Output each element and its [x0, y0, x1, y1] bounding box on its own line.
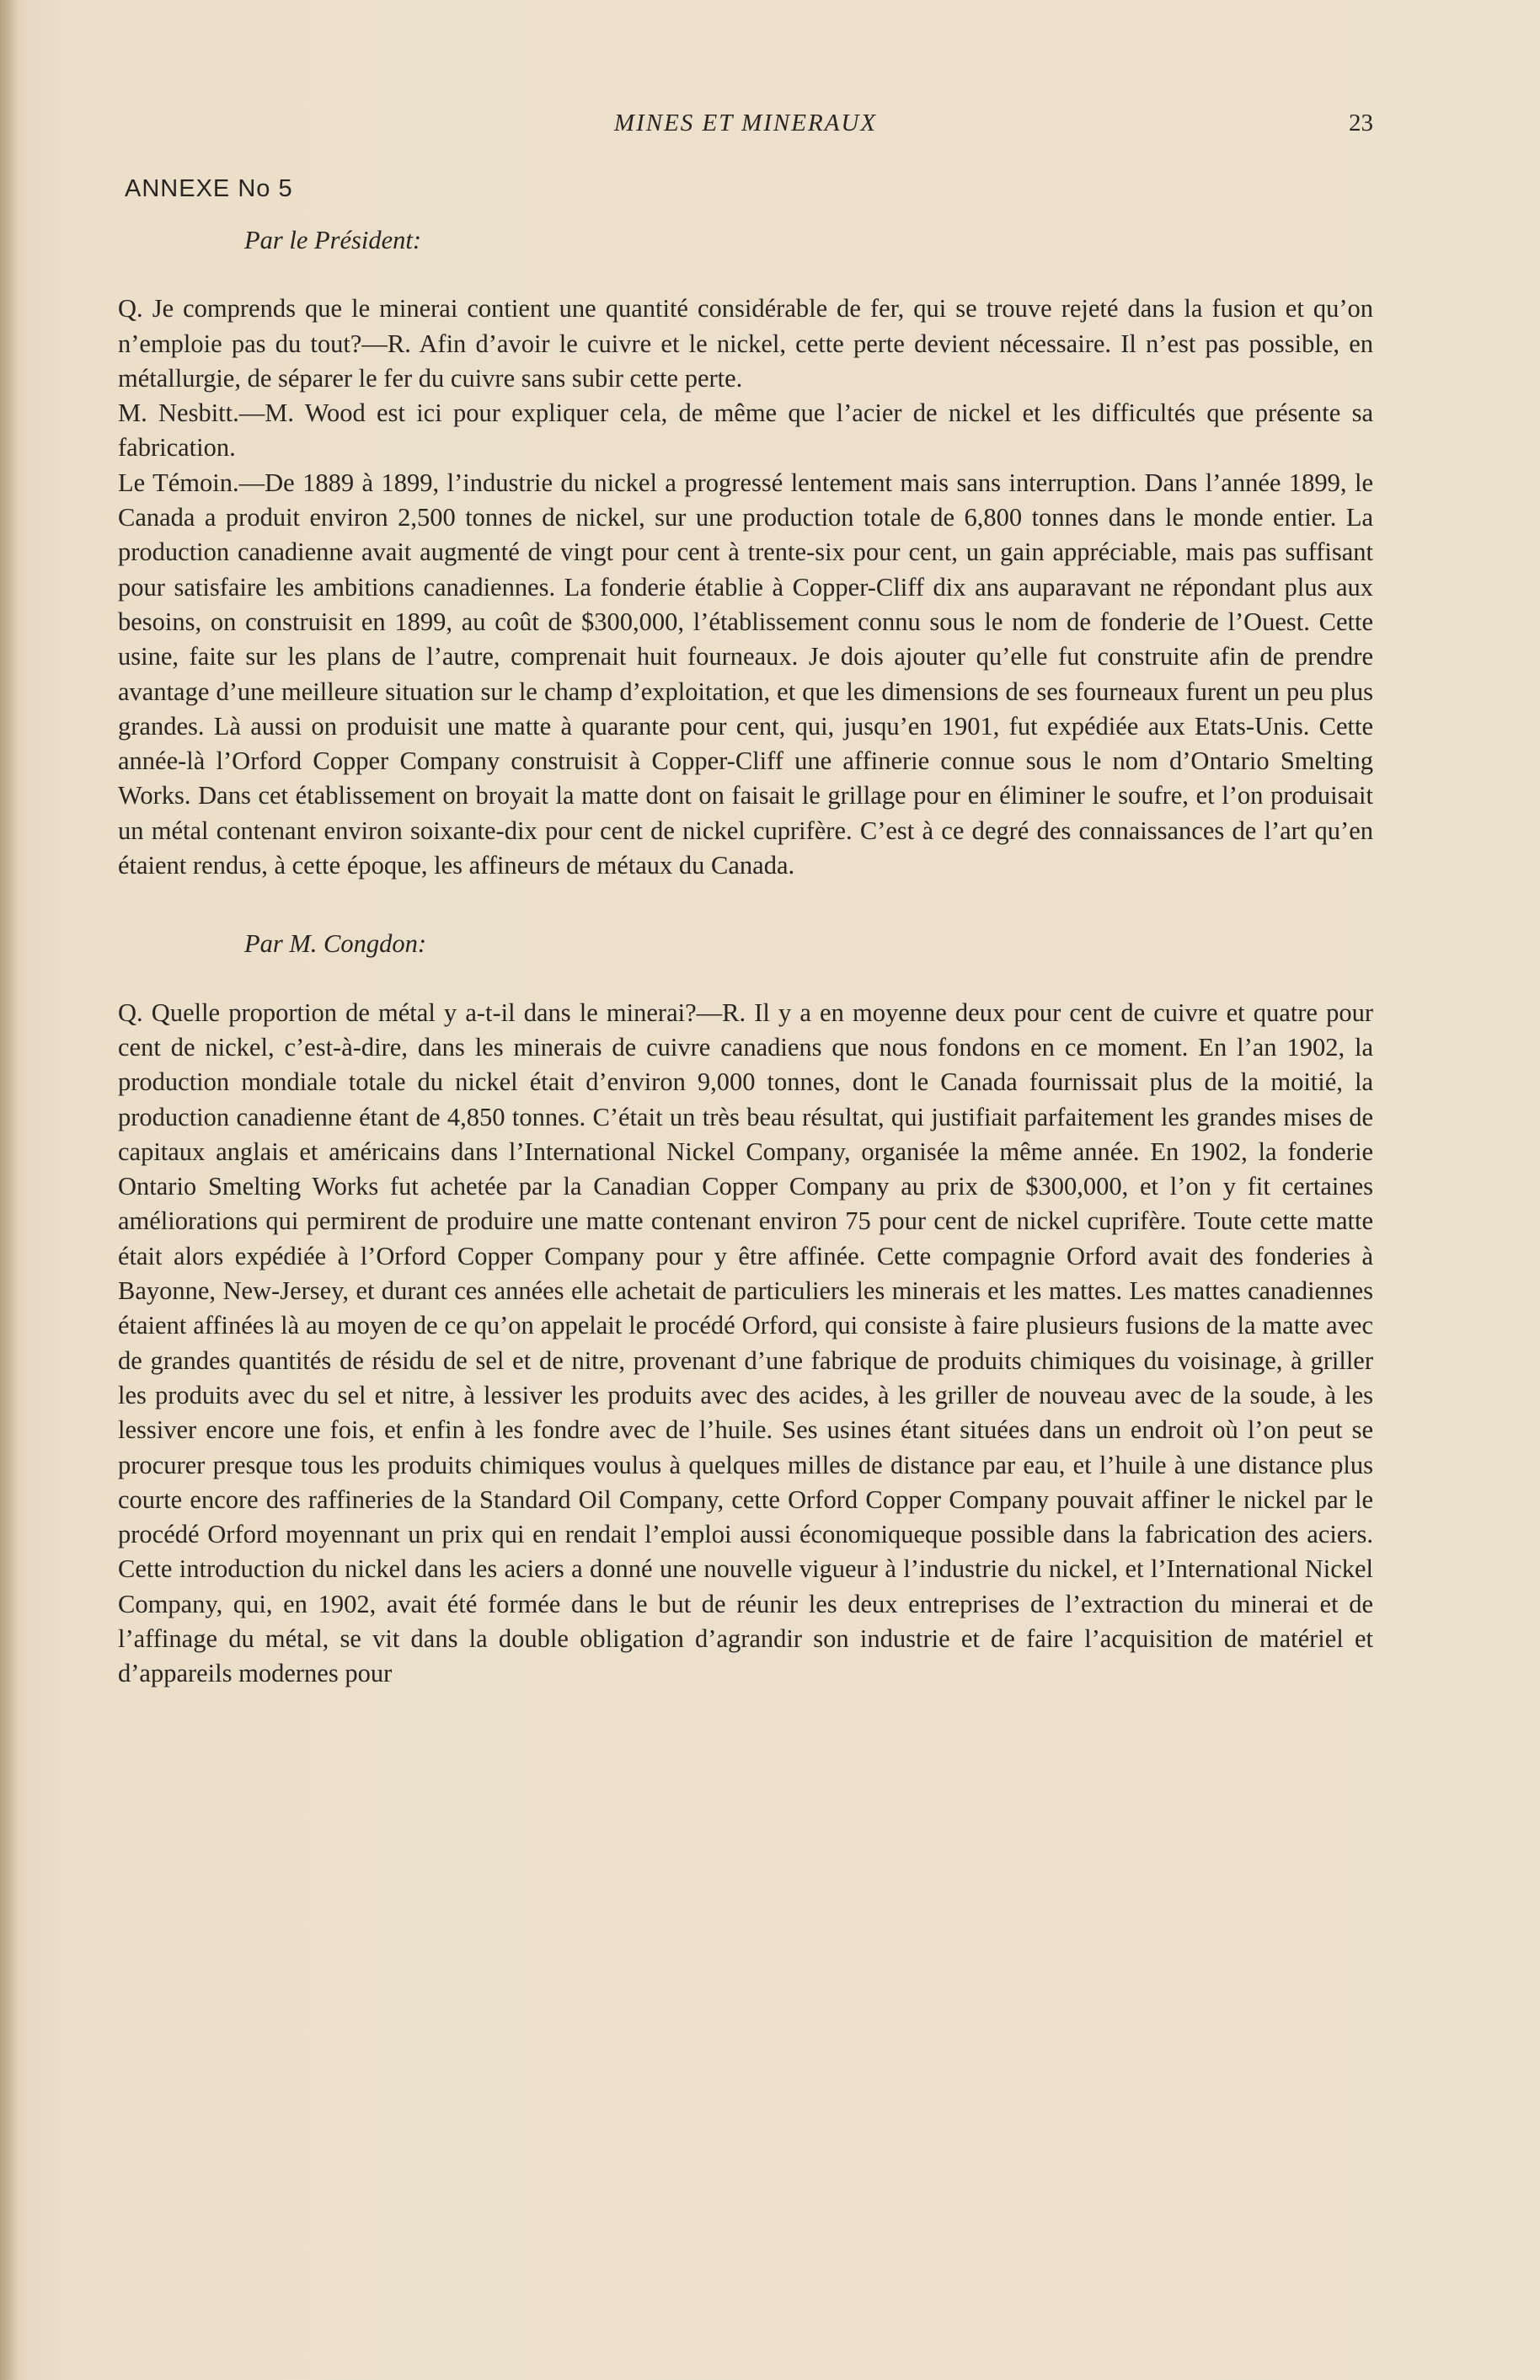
running-title: MINES ET MINERAUX — [613, 110, 878, 136]
speaker-heading: Par M. Congdon: — [244, 929, 427, 959]
document-body — [118, 223, 1373, 1692]
page-number: 23 — [1349, 110, 1373, 136]
binding-shadow — [0, 0, 19, 2380]
speaker-heading: Par le Président: — [244, 226, 422, 254]
paragraph: Q. Je comprends que le minerai contient une quantité considérable de fer, qui se trouve rejeté dans la fusion et qu’on n’emploie pas du tout?—R. Afin d’avoir le cuivre et le nickel, cette perte devient nécessaire. Il n’est pas possible, en métallurgie, de séparer le fer du cuivre sans subir cette perte. — [118, 294, 1373, 393]
paragraph: Le Témoin.—De 1889 à 1899, l’industrie du nickel a progressé lentement mais sans interruption. Dans l’année 1899, le Canada a produit environ 2,500 tonnes de nickel, sur une production totale de 6,800 tonnes dans le monde entier. La production canadienne avait augmenté de vingt pour cent à trente-six pour cent, un gain appréciable, mais pas suffisant pour satisfaire les ambitions canadiennes. La fonderie établie à Copper-Cliff dix ans auparavant ne répondant plus aux besoins, on construisit en 1899, au coût de $300,000, l’établissement connu sous le nom de fonderie de l’Ouest. Cette usine, faite sur les plans de l’autre, comprenait huit fourneaux. Je dois ajouter qu’elle fut construite afin de prendre avantage d’une meilleure situation sur le champ d’exploitation, et que les dimensions de ses fourneaux furent un peu plus grandes. Là aussi on produisit une matte à quarante pour cent, qui, jusqu’en 1901, fut expédiée aux Etats-Unis. Cette année-là l’Orford Copper Company construisit à Copper-Cliff une affinerie connue sous le nom d’Ontario Smelting Works. Dans cet établissement on broyait la matte dont on faisait le grillage pour en éliminer le soufre, et l’on produisait un métal contenant environ soixante-dix pour cent de nickel cuprifère. C’est à ce degré des connaissances de l’art qu’en étaient rendus, à cette époque, les affineurs de métaux du Canada. — [118, 468, 1373, 880]
annexe-label: ANNEXE No 5 — [125, 175, 293, 202]
paragraph: M. Nesbitt.—M. Wood est ici pour expliquer cela, de même que l’acier de nickel et les difficultés que présente sa fabrication. — [118, 398, 1373, 463]
page-header — [118, 110, 1373, 152]
paragraph: Q. Quelle proportion de métal y a-t-il dans le minerai?—R. Il y a en moyenne deux pour cent de cuivre et quatre pour cent de nickel, c’est-à-dire, dans les minerais de cuivre canadiens que nous fondons en ce moment. En l’an 1902, la production mondiale totale du nickel était d’environ 9,000 tonnes, dont le Canada fournissait plus de la moitié, la production canadienne étant de 4,850 tonnes. C’était un très beau résultat, qui justifiait parfaitement les grandes mises de capitaux anglais et américains dans l’International Nickel Company, organisée la même année. En 1902, la fonderie Ontario Smelting Works fut achetée par la Canadian Copper Company au prix de $300,000, et l’on y fit certaines améliorations qui permirent de produire une matte contenant environ 75 pour cent de nickel cuprifère. Toute cette matte était alors expédiée à l’Orford Copper Company pour y être affinée. Cette compagnie Orford avait des fonderies à Bayonne, New-Jersey, et durant ces années elle achetait de particuliers les minerais et les mattes. Les mattes canadiennes étaient affinées là au moyen de ce qu’on appelait le procédé Orford, qui consiste à faire plusieurs fusions de la matte avec de grandes quantités de résidu de sel et de nitre, provenant d’une fabrique de produits chimiques du voisinage, à griller les produits avec du sel et nitre, à lessiver les produits avec des acides, à les griller de nouveau avec de la soude, à les lessiver encore une fois, et enfin à les fondre avec de l’huile. Ses usines étant situées dans un endroit où l’on peut se procurer presque tous les produits chimiques voulus à quelques milles de distance par eau, et l’huile à une distance plus courte encore des raffineries de la Standard Oil Company, cette Orford Copper Company pouvait affiner le nickel par le procédé Orford moyennant un prix qui en rendait l’emploi aussi économiqueque possible dans la fabrication des aciers. Cette introduction du nickel dans les aciers a donné une nouvelle vigueur à l’industrie du nickel, et l’International Nickel Company, qui, en 1902, avait été formée dans le but de réunir les deux entreprises de l’extraction du minerai et de l’affinage du métal, se vit dans la double obligation d’agrandir son industrie et de faire l’acquisition de matériel et d’appareils modernes pour — [118, 997, 1373, 1688]
